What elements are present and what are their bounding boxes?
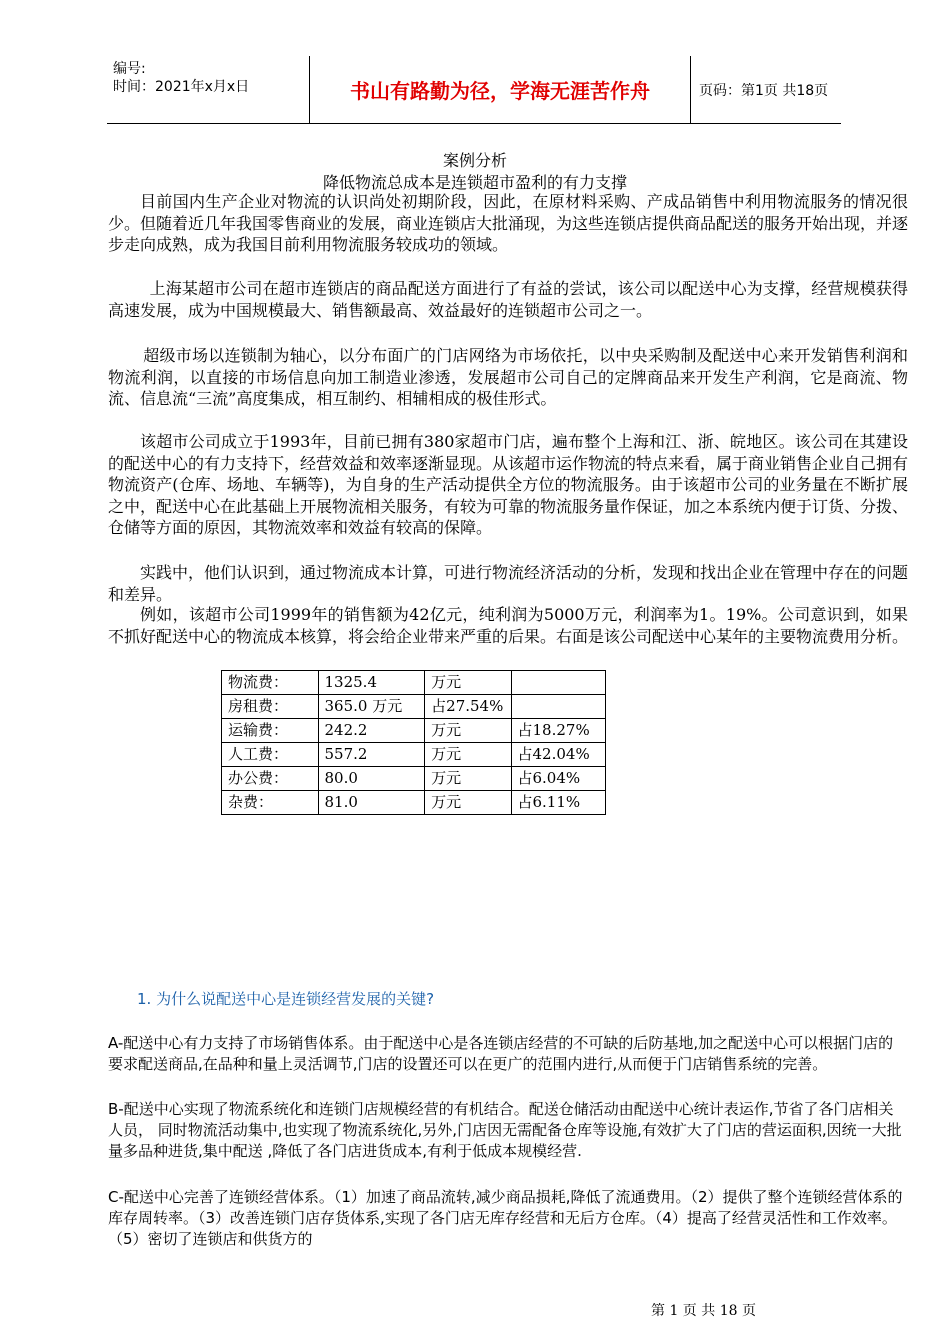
number-label: 编号: [113, 61, 146, 77]
table-cell: 万元 [425, 743, 511, 767]
table-cell: 81.0 [318, 791, 425, 815]
paragraph-2: 上海某超市公司在超市连锁店的商品配送方面进行了有益的尝试，该公司以配送中心为支撑，经营规模获得高速发展，成为中国规模最大、销售额最高、效益最好的连锁超市公司之一。 [108, 279, 908, 320]
table-cell: 365.0 万元 [318, 695, 425, 719]
table-cell: 242.2 [318, 719, 425, 743]
paragraph-1: 目前国内生产企业对物流的认识尚处初期阶段，因此，在原材料采购、产成品销售中利用物流服务的情况很少。但随着近几年我国零售商业的发展，商业连锁店大批涌现，为这些连锁店提供商品配送的服务开始出现，并逐步走向成熟，成为我国目前利用物流服务较成功的领域。 [108, 192, 909, 255]
table-cell: 80.0 [318, 767, 425, 791]
table-cell: 万元 [425, 671, 511, 695]
table-row [222, 767, 606, 791]
doc-subtitle: 降低物流总成本是连锁超市盈利的有力支撑 [322, 173, 627, 192]
answer-c: C-配送中心完善了连锁经营体系。（1）加速了商品流转,减少商品损耗,降低了流通费用。（2）提供了整个连锁经营体系的库存周转率。（3）改善连锁门店存货体系,实现了各门店无库存经营和无后方仓库。（4）提高了经营灵活性和工作效率。（5）密切了连锁店和供货方的 [108, 1188, 903, 1248]
table-cell: 办公费： [222, 767, 319, 791]
table-cell: 运输费： [222, 719, 319, 743]
header-page-label: 页码：第1页 共18页 [691, 56, 842, 124]
table-cell: 人工费： [222, 743, 319, 767]
table-cell: 万元 [425, 767, 511, 791]
paragraph-6: 例如，该超市公司1999年的销售额为42亿元，纯利润为5000万元，利润率为1。19%。公司意识到，如果不抓好配送中心的物流成本核算，将会给企业带来严重的后果。右面是该公司配送中心某年的主要物流费用分析。 [108, 605, 909, 646]
table-cell: 557.2 [318, 743, 425, 767]
table-cell [511, 695, 606, 719]
table-row [222, 695, 606, 719]
table-cell: 房租费： [222, 695, 319, 719]
table-row [222, 671, 606, 695]
table-cell: 万元 [425, 719, 511, 743]
table-cell: 占6.11% [511, 791, 606, 815]
table-cell: 杂费： [222, 791, 319, 815]
table-cell: 物流费： [222, 671, 319, 695]
paragraph-4: 该超市公司成立于1993年，目前已拥有380家超市门店，遍布整个上海和江、浙、皖地区。该公司在其建设的配送中心的有力支持下，经营效益和效率逐渐显现。从该超市运作物流的特点来看，属于商业销售企业自己拥有物流资产(仓库、场地、车辆等)，为自身的生产活动提供全方位的物流服务。由于该超市公司的业务量在不断扩展之中，配送中心在此基础上开展物流相关服务，有较为可靠的物流服务量作保证，加之本系统内便于订货、分拨、仓储等方面的原因，其物流效率和效益有较高的保障。 [108, 432, 909, 538]
cost-table [221, 670, 606, 815]
header-motto: 书山有路勤为径，学海无涯苦作舟 [310, 56, 691, 124]
answer-a: A-配送中心有力支持了市场销售体系。由于配送中心是各连锁店经营的不可缺的后防基地,加之配送中心可以根据门店的要求配送商品,在品种和量上灵活调节,门店的设置还可以在更广的范围内进行,从而便于门店销售系统的完善。 [108, 1034, 894, 1073]
paragraph-3: 超级市场以连锁制为轴心，以分布面广的门店网络为市场依托，以中央采购制及配送中心来开发销售利润和物流利润，以直接的市场信息向加工制造业渗透，发展超市公司自己的定牌商品来开发生产利润，它是商流、物流、信息流“三流”高度集成，相互制约、相辅相成的极佳形式。 [108, 346, 908, 409]
table-cell: 占42.04% [511, 743, 606, 767]
time-label: 时间：2021年x月x日 [113, 79, 250, 95]
doc-title: 案例分析 [442, 151, 507, 170]
table-cell [511, 671, 606, 695]
table-cell: 占27.54% [425, 695, 511, 719]
answer-b: B-配送中心实现了物流系统化和连锁门店规模经营的有机结合。配送仓储活动由配送中心统计表运作,节省了各门店相关人员， 同时物流活动集中,也实现了物流系统化,另外,门店因无需配备仓库等设施,有效扩大了门店的营运面积,因统一大批量多品种进货,集中配送 ,降低了各门店进货成本,有利于低成本规模经营. [108, 1100, 902, 1160]
table-row [222, 743, 606, 767]
question-title: 1. 为什么说配送中心是连锁经营发展的关键? [137, 990, 435, 1008]
page-header [107, 56, 841, 124]
paragraph-5: 实践中，他们认识到，通过物流成本计算，可进行物流经济活动的分析，发现和找出企业在管理中存在的问题和差异。 [108, 563, 909, 604]
table-cell: 占6.04% [511, 767, 606, 791]
page-footer: 第 1 页 共 18 页 [651, 1303, 756, 1319]
table-row [222, 791, 606, 815]
table-cell: 1325.4 [318, 671, 425, 695]
header-meta [107, 56, 310, 124]
table-cell: 万元 [425, 791, 511, 815]
table-cell: 占18.27% [511, 719, 606, 743]
table-row [222, 719, 606, 743]
